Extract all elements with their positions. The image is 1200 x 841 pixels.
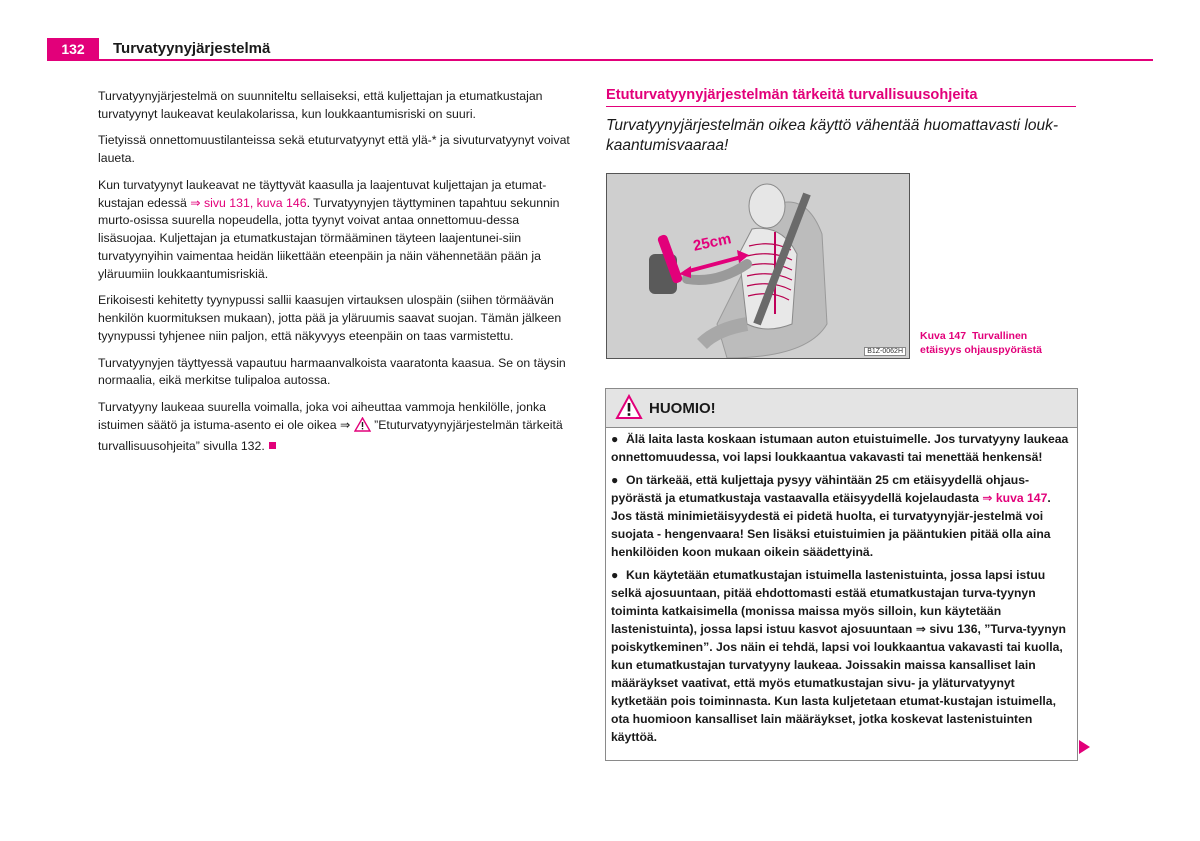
- paragraph-6-text-b: ”Etuturvatyynyjärjestelmän tärkeitä turvallisuusohjeita” sivulla 132.: [98, 417, 563, 453]
- warning-item-2-text-b: . Jos tästä minimietäisyydestä ei pidetä huolta, ei turvatyynyjär-jestelmä voi suojata - hengenvaara! Sen lisäksi etuistuimien ja pääntukien pitää olla aina henkilöiden koon mukaan oikein säädettyinä.: [611, 491, 1051, 559]
- paragraph-5: Turvatyynyjen täyttyessä vapautuu harmaanvalkoista vaaratonta kaasua. Se on täysin normaalia, eikä merkitse tulipaloa autossa.: [98, 355, 566, 388]
- paragraph-3: [98, 177, 572, 284]
- paragraph-3-text-a: Kun turvatyynyt laukeavat ne täyttyvät kaasulla ja laajentuvat kuljettajan ja etumat-kustajan edessä: [98, 177, 547, 210]
- figure-safe-distance: [606, 173, 910, 359]
- warning-item-2: [611, 472, 1071, 562]
- end-mark-icon: [269, 442, 276, 449]
- bullet-icon: ●: [611, 432, 619, 446]
- left-column: [98, 88, 572, 464]
- warning-item-3-text: Kun käytetään etumatkustajan istuimella lastenistuinta, jossa lapsi istuu selkä ajosuuntaan, pitää ehdottomasti estää etumatkustajan turva-tyynyn toiminta katkaisimella (monissa maissa myös silloin, kun käytetään lastenistuinta), jossa lapsi istuu kasvot ajosuuntaan ⇒ sivu 136, ”Turva-tyynyn poiskytkeminen”. Jos näin ei tehdä, lapsi voi loukkaantua vakavasti tai kuolla, kun etumatkustajan turvatyyny laukeaa. Joissakin maissa kansalliset lain määräykset vaativat, että myös etumatkustajan sivu- ja yläturvatyynyt kytketään pois toiminnasta. Kun lasta kuljetetaan etumat-kustajan istuimella, ota huomioon kansalliset lain määräykset, jotka koskevat lastenistuinten käyttöä.: [611, 568, 1066, 744]
- chapter-title: Turvatyynyjärjestelmä: [113, 40, 271, 57]
- warning-box: [605, 388, 1078, 761]
- paragraph-4: Erikoisesti kehitetty tyynypussi sallii kaasujen virtauksen ulospäin (siihen törmäävän henkilön kuormituksen mukaan), jotta pää ja yläruumis saavat suojan. Tämän jälkeen tyynypussi tyhjenee niin paljon, että näkyvyys eteenpäin on taas varmistettu.: [98, 293, 562, 343]
- bullet-icon: ●: [611, 473, 619, 488]
- caption-number: Kuva 147: [920, 330, 967, 342]
- warning-item-1-text: Älä laita lasta koskaan istumaan auton etuistuimelle. Jos turvatyyny laukeaa onnettomuudessa, voi lapsi loukkaantua vakavasti tai menettää henkensä!: [611, 432, 1069, 464]
- page-131-figure-146-link[interactable]: ⇒ sivu 131, kuva 146: [190, 195, 307, 210]
- lead-text: Turvatyynyjärjestelmän oikea käyttö vähentää huomattavasti louk-kaantumisvaaraa!: [606, 117, 1059, 154]
- warning-triangle-icon: [615, 394, 643, 425]
- paragraph-1: Turvatyynyjärjestelmä on suunniteltu sellaiseksi, että kuljettajan ja etumatkustajan turvatyynyt laukeavat keulakolarissa, kun loukkaantumisriski on suuri.: [98, 89, 543, 121]
- caption-text: Turvallinen etäisyys ohjauspyörästä: [920, 330, 1042, 356]
- header-rule: [47, 59, 1153, 61]
- paragraph-6-text-a: Turvatyyny laukeaa suurella voimalla, joka voi aiheuttaa vammoja henkilölle, jonka istuimen säätö ja istuma-asento ei ole oikea ⇒: [98, 399, 546, 432]
- paragraph-2: Tietyissä onnettomuustilanteissa sekä etuturvatyynyt että ylä-* ja sivuturvatyynyt voivat laueta.: [98, 133, 570, 166]
- warning-title: HUOMIO!: [649, 400, 716, 417]
- figure-caption: [920, 329, 1070, 357]
- warning-triangle-icon: [354, 417, 371, 438]
- figure-illustration: [607, 174, 909, 358]
- paragraph-6: [98, 399, 572, 455]
- paragraph-3-text-b: . Turvatyynyjen täyttyminen tapahtuu sekunnin murto-osissa suurella nopeudella, jotta tyynyt voivat antaa onnettomuu-dessa lisäsuojaa. Kuljettajan ja etumatkustajan törmääminen täyteen laajentunei-siin turvatyynyihin vaimentaa heidän liikettään eteenpäin ja näin vähennetään pään ja yläruumiin loukkaantumisriskiä.: [98, 195, 560, 281]
- figure-code: B1Z-0062H: [864, 347, 906, 356]
- warning-body: [606, 428, 1077, 746]
- warning-item-2-text-a: On tärkeää, että kuljettaja pysyy vähintään 25 cm etäisyydellä ohjaus-pyörästä ja etumatkustaja vastaavalla etäisyydellä kojelaudasta: [611, 473, 1030, 506]
- bullet-icon: ●: [611, 568, 619, 583]
- next-page-arrow-icon[interactable]: [1079, 740, 1090, 754]
- warning-item-1: [611, 431, 1071, 467]
- figure-147-link[interactable]: ⇒ kuva 147: [982, 491, 1048, 506]
- warning-item-3: [611, 567, 1071, 746]
- page-number: 132: [47, 38, 99, 60]
- section-title: Etuturvatyynyjärjestelmän tärkeitä turvallisuusohjeita: [606, 87, 1076, 107]
- warning-header: [606, 389, 1077, 428]
- distance-label: 25cm: [691, 230, 733, 255]
